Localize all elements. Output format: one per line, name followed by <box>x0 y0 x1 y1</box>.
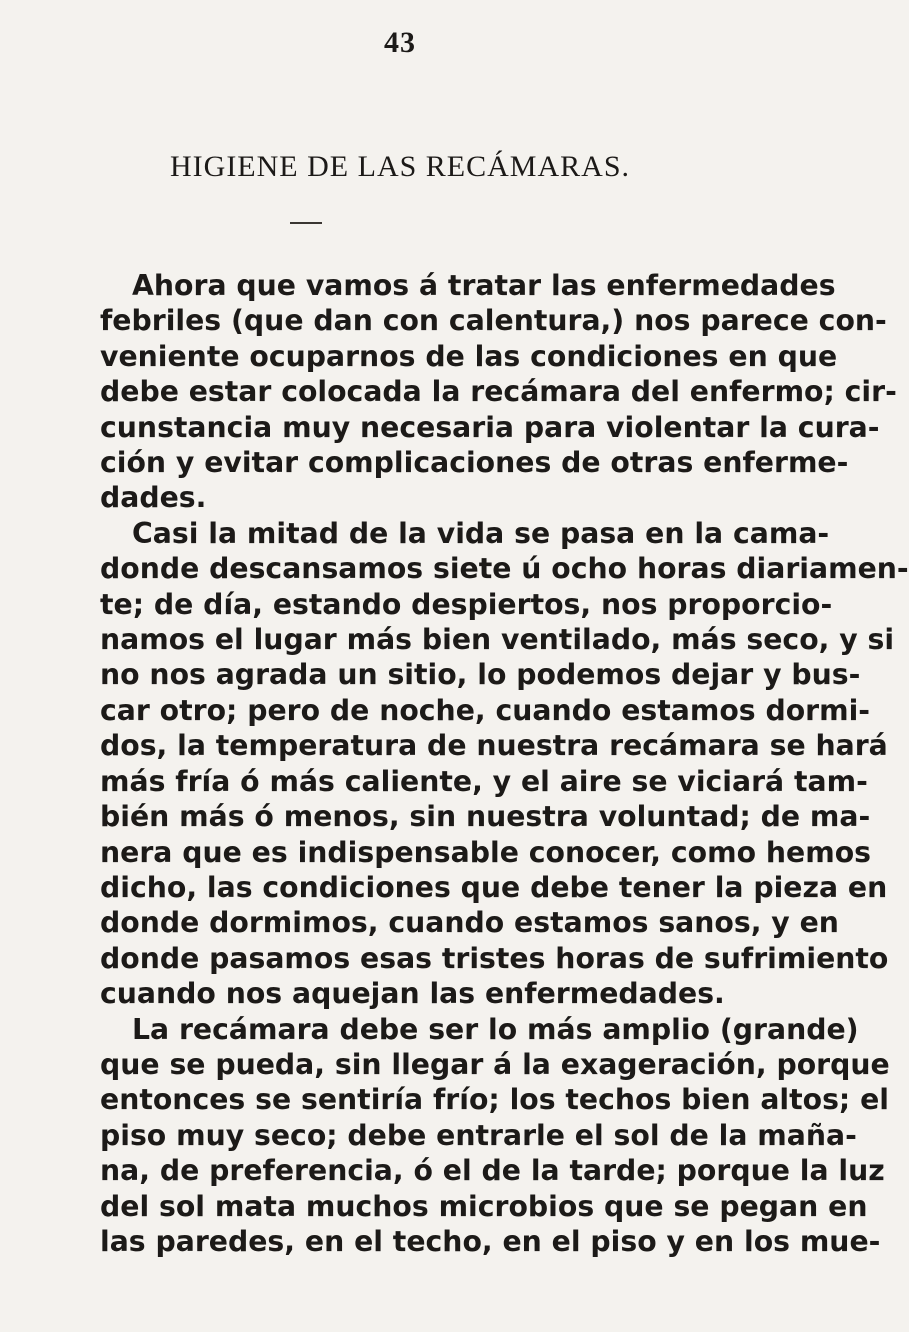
text-line: piso muy seco; debe entrarle el sol de la maña- <box>100 1118 857 1152</box>
text-line: veniente ocuparnos de las condiciones en que <box>100 339 838 373</box>
text-line: entonces se sentiría frío; los techos bien altos; el <box>100 1083 889 1117</box>
text-line: bién más ó menos, sin nuestra voluntad; de ma- <box>100 800 871 834</box>
text-line: ción y evitar complicaciones de otras enferme- <box>100 446 849 480</box>
text-line: Casi la mitad de la vida se pasa en la cama- <box>132 516 830 550</box>
text-line: nera que es indispensable conocer, como hemos <box>100 835 871 869</box>
page-number: 43 <box>384 26 416 59</box>
body-text <box>100 268 909 1259</box>
text-line: cunstancia muy necesaria para violentar la cura- <box>100 410 880 444</box>
text-line: donde descansamos siete ú ocho horas diariamen- <box>100 552 909 586</box>
text-line: donde dormimos, cuando estamos sanos, y en <box>100 906 839 940</box>
text-line: Ahora que vamos á tratar las enfermedades <box>132 269 836 302</box>
text-line: del sol mata muchos microbios que se pegan en <box>100 1189 868 1223</box>
chapter-title: HIGIENE DE LAS RECÁMARAS. <box>170 150 630 183</box>
text-line: namos el lugar más bien ventilado, más seco, y si <box>100 623 895 657</box>
text-line: te; de día, estando despiertos, nos proporcio- <box>100 587 833 621</box>
text-line: debe estar colocada la recámara del enfermo; cir- <box>100 375 897 409</box>
text-line: que se pueda, sin llegar á la exageración, porque <box>100 1047 890 1081</box>
text-line: donde pasamos esas tristes horas de sufrimiento <box>100 941 889 975</box>
text-line: febriles (que dan con calentura,) nos parece con- <box>100 304 887 338</box>
text-line: cuando nos aquejan las enfermedades. <box>100 977 725 1011</box>
text-line: car otro; pero de noche, cuando estamos dormi- <box>100 693 871 727</box>
title-divider <box>290 222 322 224</box>
text-line: dos, la temperatura de nuestra recámara se hará <box>100 729 888 763</box>
text-line: La recámara debe ser lo más amplio (grande) <box>132 1012 859 1046</box>
text-line: dicho, las condiciones que debe tener la pieza en <box>100 870 888 904</box>
text-line: no nos agrada un sitio, lo podemos dejar y bus- <box>100 658 861 692</box>
text-line: dades. <box>100 481 207 515</box>
text-line: más fría ó más caliente, y el aire se viciará tam- <box>100 764 868 798</box>
text-line: na, de preferencia, ó el de la tarde; porque la luz <box>100 1154 885 1188</box>
text-line: las paredes, en el techo, en el piso y en los mue- <box>100 1224 881 1258</box>
